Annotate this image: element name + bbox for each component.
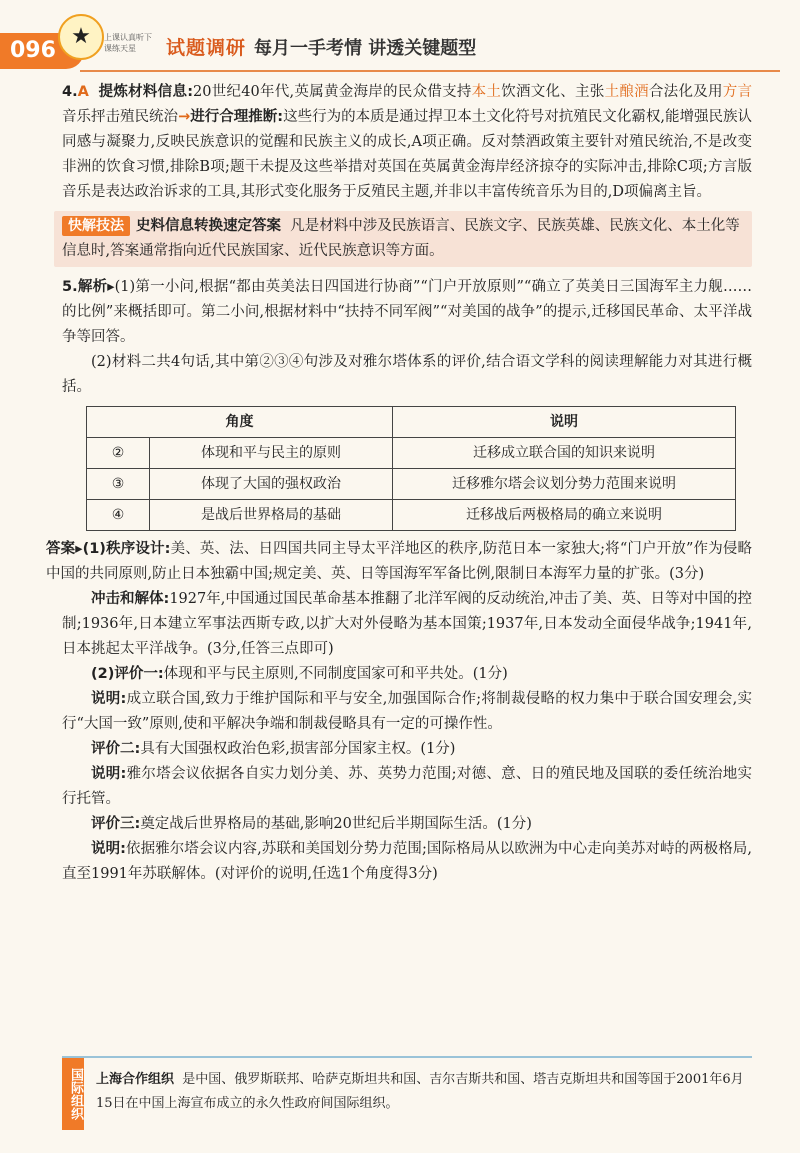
table-header-note: 说明 xyxy=(393,407,736,438)
table-row: ③ 体现了大国的强权政治 迁移雅尔塔会议划分势力范围来说明 xyxy=(87,469,736,500)
page-number: 096 xyxy=(0,33,84,69)
table-header-row xyxy=(87,407,736,438)
answer-eval-3: 评价三:奠定战后世界格局的基础,影响20世纪后半期国际生活。(1分) xyxy=(91,816,532,832)
header-slogan: 上课认真听下课练天星 xyxy=(104,33,152,53)
table-row: ② 体现和平与民主的原则 迁移成立联合国的知识来说明 xyxy=(87,438,736,469)
answer-letter: A xyxy=(77,84,89,100)
table-header-angle: 角度 xyxy=(87,407,393,438)
tip-title: 史料信息转换速定答案 xyxy=(136,218,281,234)
header-divider xyxy=(80,70,780,72)
evaluation-table xyxy=(86,406,736,531)
quick-tip-box xyxy=(54,211,752,267)
footer-text: 是中国、俄罗斯联邦、哈萨克斯坦共和国、吉尔吉斯共和国、塔吉克斯坦共和国等国于2001年6月15日在中国上海宣布成立的永久性政府间国际组织。 xyxy=(96,1072,744,1111)
answer-eval-1-note: 说明:成立联合国,致力于维护国际和平与安全,加强国际合作;将制裁侵略的权力集中于联合国安理会,实行“大国一致”原则,使和平解决争端和制裁侵略具有一定的可操作性。 xyxy=(62,691,752,732)
star-mascot-icon: ★ xyxy=(58,14,104,60)
footer-tag: 国际组织 xyxy=(62,1058,84,1130)
answer-eval-2-note: 说明:雅尔塔会议依据各自实力划分美、苏、英势力范围;对德、意、日的殖民地及国联的委任统治地实行托管。 xyxy=(62,766,752,807)
answer-part-1: 答案▸(1)秩序设计:美、英、法、日四国共同主导太平洋地区的秩序,防范日本一家独大;将“门户开放”作为侵略中国的共同原则,防止日本独霸中国;规定美、英、日等国海军军备比例,限制日本海军力量的扩张。(3分) xyxy=(46,541,752,582)
analysis-label: 解析▸ xyxy=(77,279,115,295)
arrow-icon: → xyxy=(178,109,191,125)
answer-eval-1: (2)评价一:体现和平与民主原则,不同制度国家可和平共处。(1分) xyxy=(91,666,508,682)
question-4-explanation: 4.A 提炼材料信息:20世纪40年代,英属黄金海岸的民众借支持本土饮酒文化、主张土酿酒合法化及用方言音乐抨击殖民统治→进行合理推断:这些行为的本质是通过捍卫本土文化符号对抗殖民文化霸权,能增强民族认同感与凝聚力,反映民族意识的觉醒和民族主义的成长,A项正确。反对禁酒政策主要针对殖民统治,不是改变非洲的饮食习惯,排除B项;题干未提及这些举措对英国在英属黄金海岸经济掠夺的实际冲击,排除C项;方言版音乐是表达政治诉求的工具,其形式变化服务于反殖民主题,并非以丰富传统音乐为目的,D项偏离主旨。 xyxy=(62,84,753,200)
question-5-analysis-2: (2)材料二共4句话,其中第②③④句涉及对雅尔塔体系的评价,结合语文学科的阅读理解能力对其进行概括。 xyxy=(62,354,752,395)
tip-text: 凡是材料中涉及民族语言、民族文字、民族英雄、民族文化、本土化等信息时,答案通常指向近代民族国家、近代民族意识等方面。 xyxy=(62,218,740,259)
main-content xyxy=(46,80,753,887)
table-row: ④ 是战后世界格局的基础 迁移战后两极格局的确立来说明 xyxy=(87,500,736,531)
footer-title: 上海合作组织 xyxy=(96,1072,175,1087)
answer-impact: 冲击和解体:1927年,中国通过国民革命基本推翻了北洋军阀的反动统治,冲击了美、英、日等对中国的控制;1936年,日本建立军事法西斯专政,以扩大对外侵略为基本国策;1937年,日本发动全面侵华战争;1941年,日本挑起太平洋战争。(3分,任答三点即可) xyxy=(62,591,752,657)
answer-label: 答案▸ xyxy=(46,541,83,557)
answer-eval-2: 评价二:具有大国强权政治色彩,损害部分国家主权。(1分) xyxy=(91,741,456,757)
page-header xyxy=(0,0,800,72)
question-5-analysis: 5.解析▸(1)第一小问,根据“都由英美法日四国进行协商”“门户开放原则”“确立了英美日三国海军主力舰……的比例”来概括即可。第二小问,根据材料中“扶持不同军阀”“对美国的战争”的提示,迁移国民革命、太平洋战争等回答。 xyxy=(62,279,753,345)
section-title: 试题调研 xyxy=(166,37,247,59)
tip-tag: 快解技法 xyxy=(62,216,130,236)
answer-eval-3-note: 说明:依据雅尔塔会议内容,苏联和美国划分势力范围;国际格局从以欧洲为中心走向美苏对峙的两极格局,直至1991年苏联解体。(对评价的说明,任选1个角度得3分) xyxy=(62,841,752,882)
footer-note xyxy=(62,1056,752,1116)
section-subtitle: 每月一手考情 讲透关键题型 xyxy=(254,38,477,59)
